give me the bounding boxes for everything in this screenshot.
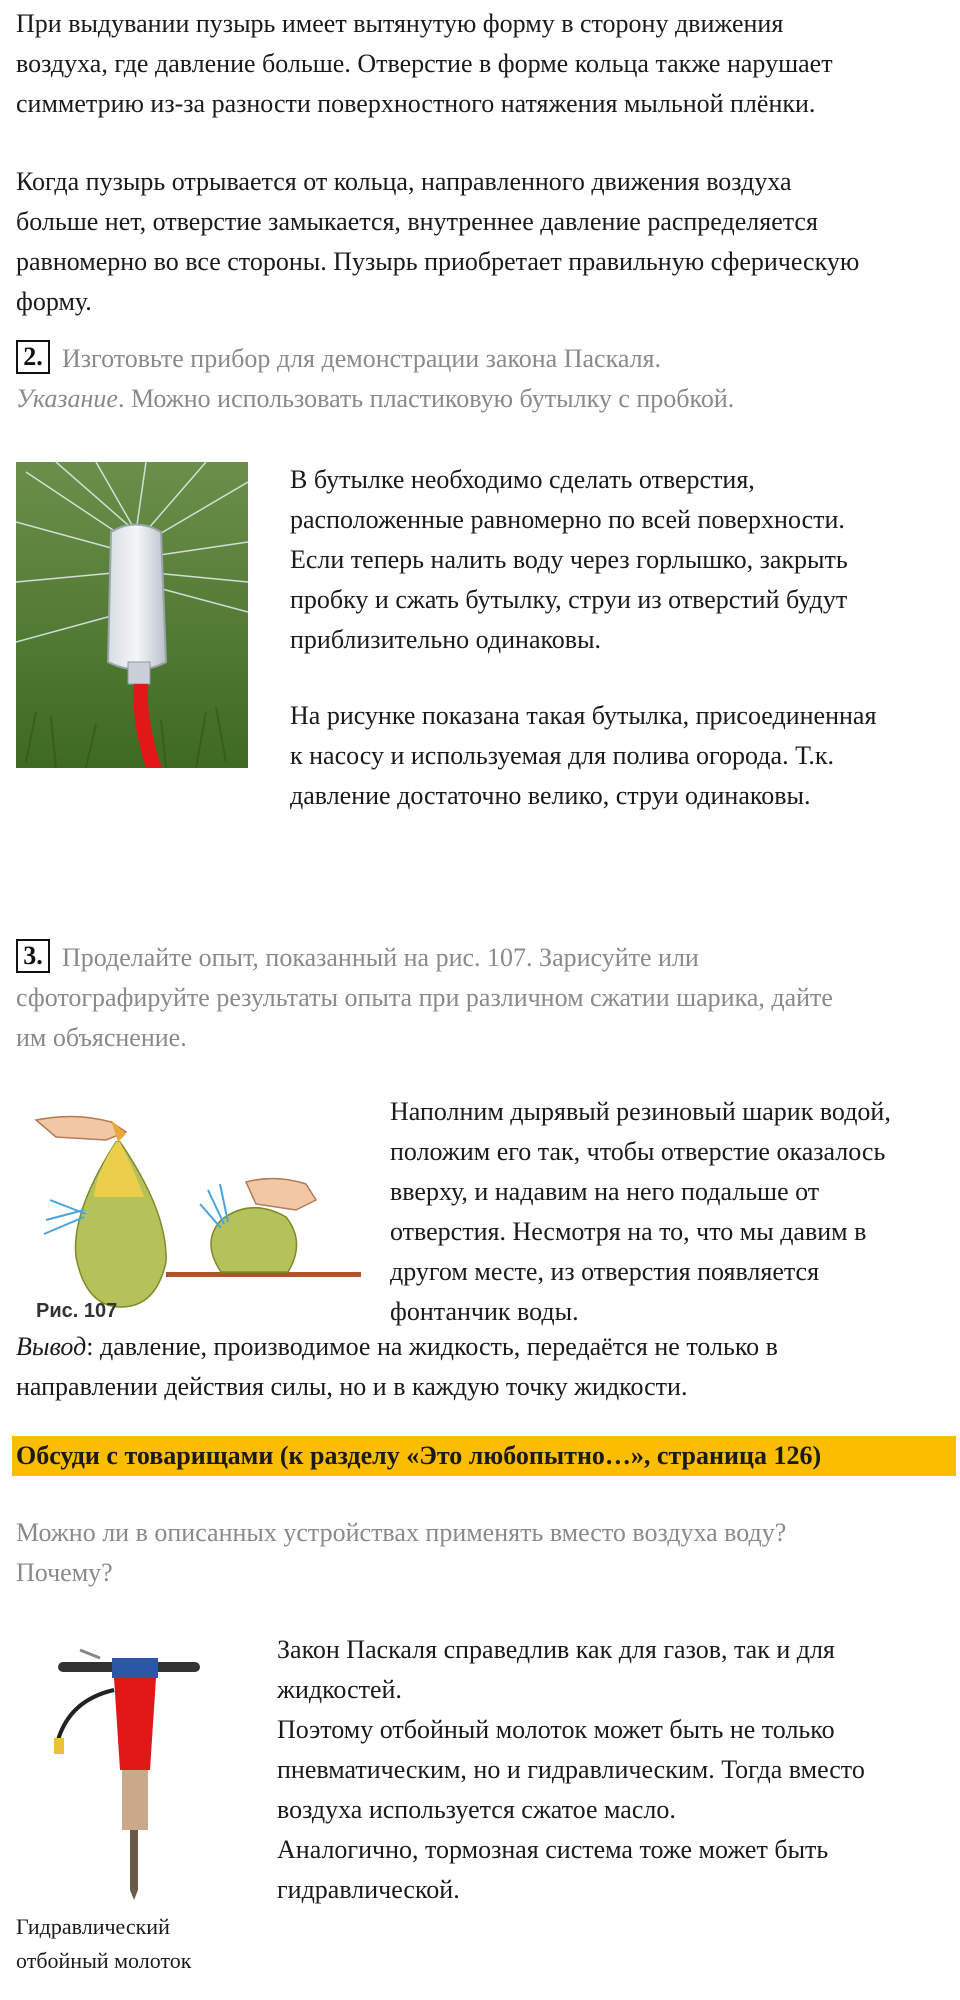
discuss-answer: Закон Паскаля справедлив как для газов, так и для жидкостей. Поэтому отбойный молоток может быть не только пневматическим, но и гидравлическим. Тогда вместо воздуха используется сжатое масло. Аналогично, тормозная система тоже может быть гидравлической. [277, 1635, 865, 1904]
conclusion-label: Вывод [16, 1332, 87, 1361]
task-2-text: Изготовьте прибор для демонстрации закона Паскаля. [62, 344, 662, 373]
jackhammer-caption: Гидравлический отбойный молоток [16, 1914, 192, 1973]
task-2-prompt [16, 339, 734, 419]
intro-paragraph-2: Когда пузырь отрывается от кольца, направленного движения воздуха больше нет, отверстие замыкается, внутреннее давление распределяется равномерно во все стороны. Пузырь приобретает правильную сферическую форму. [16, 167, 860, 316]
task-3-answer: Наполним дырявый резиновый шарик водой, положим его так, чтобы отверстие оказалось вверху, и надавим на него подальше от отверстия. Несмотря на то, что мы давим в другом месте, из отверстия появляется фонтанчик воды. [390, 1097, 891, 1326]
figure-label: Рис. 107 [36, 1300, 118, 1322]
conclusion: Вывод: давление, производимое на жидкость, передаётся не только в направлении действия силы, но и в каждую точку жидкости. [16, 1332, 778, 1401]
bottle-sprinkler-photo [16, 462, 248, 768]
task-number-badge: 3. [16, 939, 50, 973]
task-3-prompt: 3. Проделайте опыт, показанный на рис. 107. Зарисуйте или сфотографируйте результаты опыта при различном сжатии шарика, дайте им объяснение. [16, 941, 833, 1052]
discuss-heading: Обсуди с товарищами (к разделу «Это любопытно…», страница 126) [12, 1436, 956, 1476]
figure-107-balloon [16, 1092, 366, 1338]
hint-label: Указание [16, 384, 118, 413]
intro-paragraph-1: При выдувании пузырь имеет вытянутую форму в сторону движения воздуха, где давление больше. Отверстие в форме кольца также нарушает симметрию из-за разности поверхностного натяжения мыльной плёнки. [16, 9, 833, 118]
task-2-answer-2: На рисунке показана такая бутылка, присоединенная к насосу и используемая для полива огорода. Т.к. давление достаточно велико, струи одинаковы. [290, 701, 877, 810]
discuss-question: Можно ли в описанных устройствах применять вместо воздуха воду? Почему? [16, 1518, 787, 1587]
task-2-answer-1: В бутылке необходимо сделать отверстия, расположенные равномерно по всей поверхности. Если теперь налить воду через горлышко, закрыть пробку и сжать бутылку, струи из отверстий будут приблизительно одинаковы. [290, 465, 848, 654]
jackhammer-image [40, 1630, 210, 1900]
task-number-badge: 2. [16, 340, 50, 374]
hint-text: . Можно использовать пластиковую бутылку с пробкой. [117, 384, 735, 413]
